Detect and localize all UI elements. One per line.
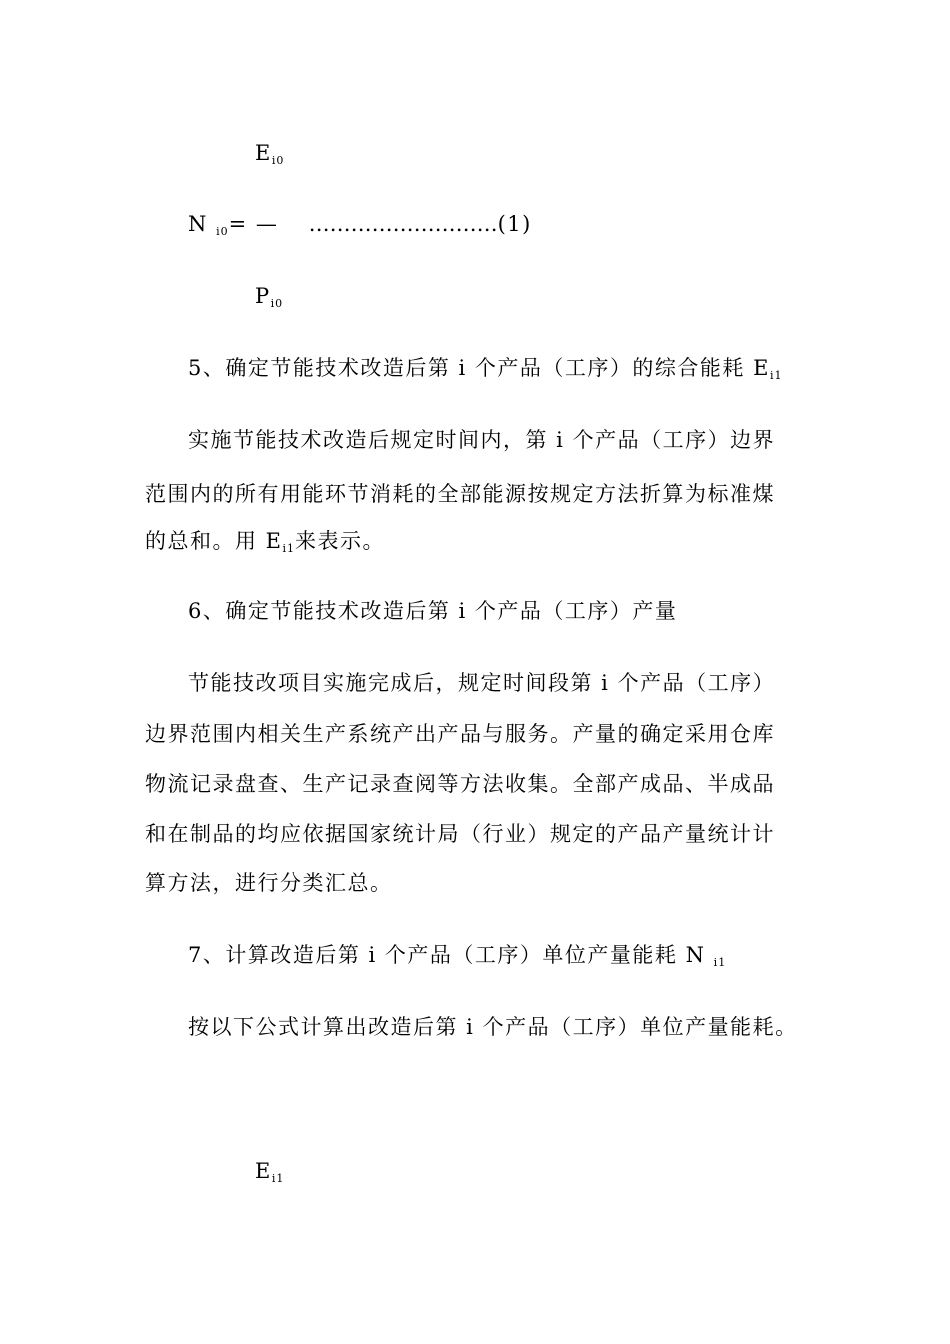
section7-heading-text: 7、计算改造后第 i 个产品（工序）单位产量能耗 N [188,943,706,967]
formula1-denominator [255,282,283,318]
section5-heading [188,354,782,390]
section5-para-line3-pre: 的总和。用 E [145,529,283,553]
formula1-numerator-base: E [255,141,272,165]
section7-para-line1: 按以下公式计算出改造后第 i 个产品（工序）单位产量能耗。 [188,1015,798,1039]
section5-para-line3-sub: i1 [282,542,296,555]
section6-para-line5: 算方法，进行分类汇总。 [145,871,393,895]
formula2-numerator [255,1157,284,1193]
section6-para-line2: 边界范围内相关生产系统产出产品与服务。产量的确定采用仓库 [145,722,775,746]
section5-heading-sub: i1 [769,369,783,382]
formula1-lhs-sub: i0 [216,225,229,238]
section6-heading: 6、确定节能技术改造后第 i 个产品（工序）产量 [188,599,678,623]
section6-para-line1: 节能技改项目实施完成后，规定时间段第 i 个产品（工序） [188,671,776,695]
formula1-denominator-base: P [255,284,271,308]
section7-heading [188,941,726,977]
formula2-numerator-sub: i1 [271,1172,285,1185]
formula1-number: (1) [497,212,532,236]
section5-heading-text: 5、确定节能技术改造后第 i 个产品（工序）的综合能耗 E [188,356,770,380]
formula1-lhs-base: N [188,212,208,236]
formula1-eq-dash: = — [228,212,279,236]
formula1-numerator-sub: i0 [271,154,285,167]
section5-para-line2: 范围内的所有用能环节消耗的全部能源按规定方法折算为标准煤 [145,482,775,506]
section6-para-line4: 和在制品的均应依据国家统计局（行业）规定的产品产量统计计 [145,822,775,846]
formula2-numerator-base: E [255,1159,272,1183]
section6-para-line3: 物流记录盘查、生产记录查阅等方法收集。全部产成品、半成品 [145,772,775,796]
formula1-numerator [255,139,284,175]
formula1-line [188,210,532,246]
section5-para-line3-post: 来表示。 [295,529,386,553]
section5-para-line3 [145,527,385,563]
formula1-dots: ……………………… [308,212,498,236]
section7-heading-sub: i1 [713,956,727,969]
formula1-denominator-sub: i0 [270,297,284,310]
section5-para-line1: 实施节能技术改造后规定时间内，第 i 个产品（工序）边界 [188,428,776,452]
